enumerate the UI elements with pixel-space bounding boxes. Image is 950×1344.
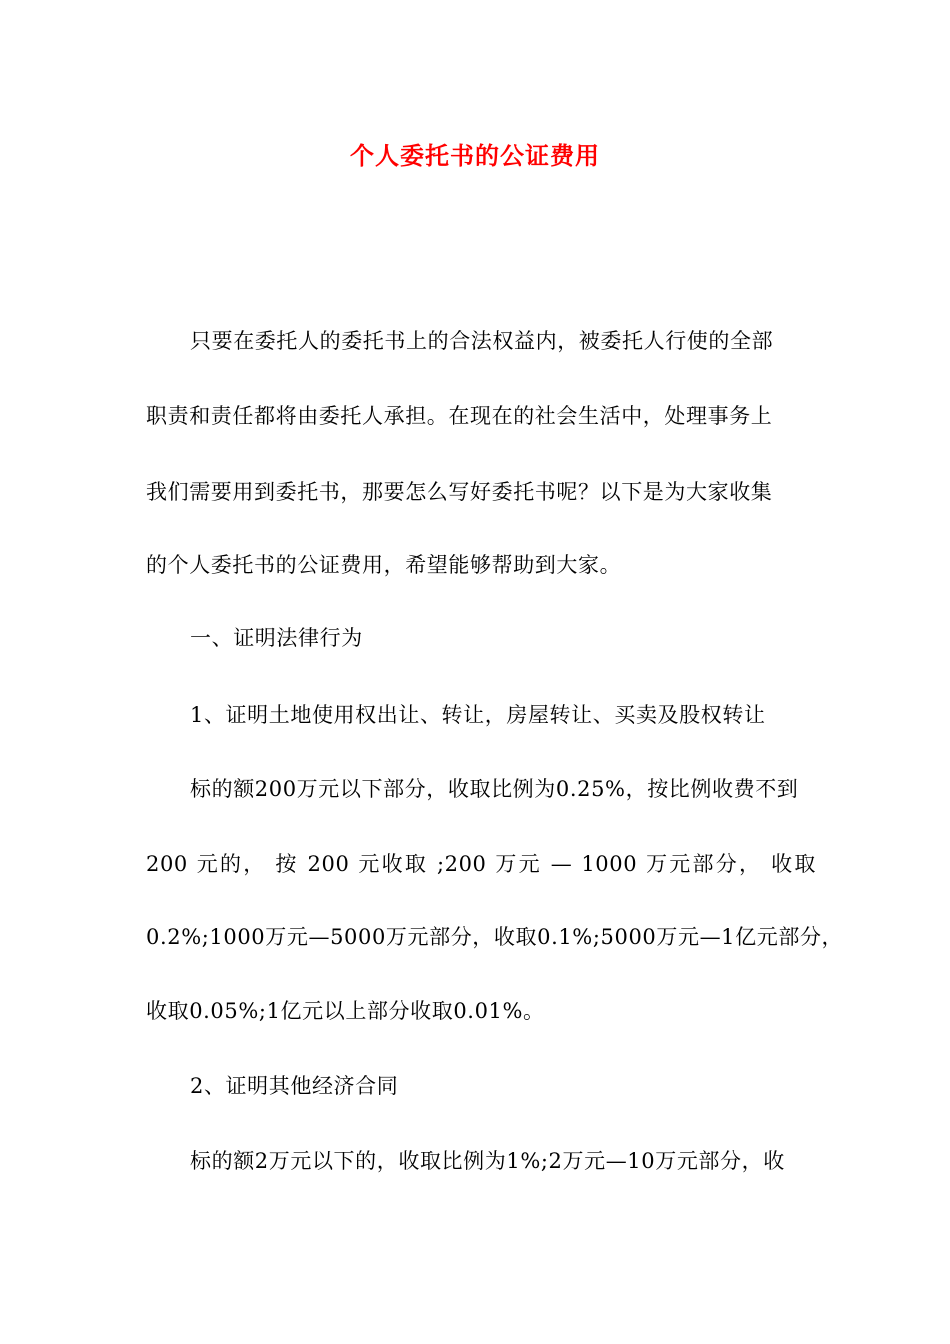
paragraph-line: 我们需要用到委托书，那要怎么写好委托书呢？以下是为大家收集 xyxy=(146,480,773,504)
subsection-heading: 2、证明其他经济合同 xyxy=(190,1074,399,1098)
paragraph-line: 200 元的， 按 200 元收取 ;200 万元 — 1000 万元部分， 收取 xyxy=(146,852,816,876)
paragraph-line: 标的额2万元以下的，收取比例为1%;2万元—10万元部分，收 xyxy=(190,1149,785,1173)
section-heading: 一、证明法律行为 xyxy=(190,626,363,650)
paragraph-line: 标的额200万元以下部分，收取比例为0.25%，按比例收费不到 xyxy=(190,777,799,801)
paragraph-line: 职责和责任都将由委托人承担。在现在的社会生活中，处理事务上 xyxy=(146,404,773,428)
document-title: 个人委托书的公证费用 xyxy=(350,141,600,170)
paragraph-line: 收取0.05%;1亿元以上部分收取0.01%。 xyxy=(146,999,545,1023)
paragraph-line: 的个人委托书的公证费用，希望能够帮助到大家。 xyxy=(146,553,622,577)
paragraph-line: 0.2%;1000万元—5000万元部分，收取0.1%;5000万元—1亿元部分， xyxy=(146,925,844,949)
paragraph-line: 只要在委托人的委托书上的合法权益内，被委托人行使的全部 xyxy=(190,329,774,353)
subsection-heading: 1、证明土地使用权出让、转让，房屋转让、买卖及股权转让 xyxy=(190,703,766,727)
